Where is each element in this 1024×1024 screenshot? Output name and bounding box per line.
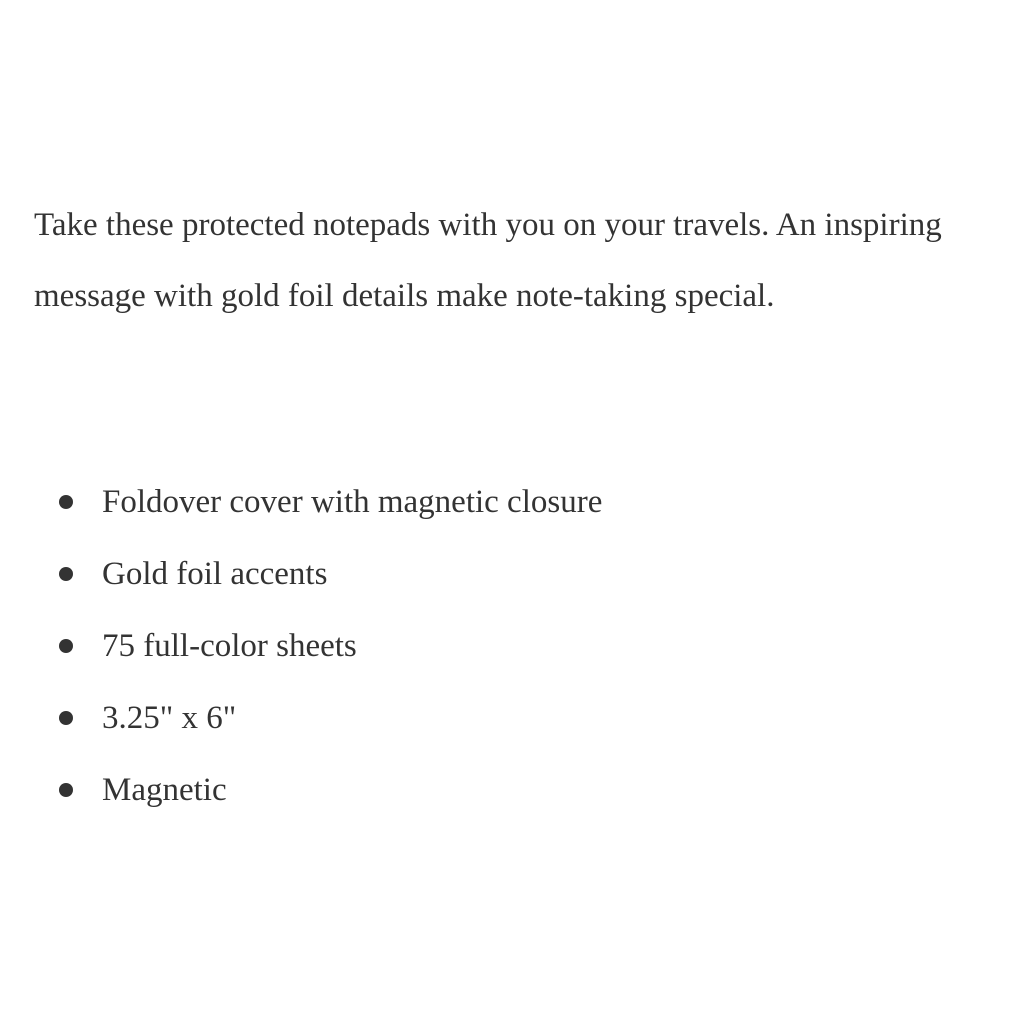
feature-text: 3.25" x 6" [102,700,237,736]
feature-list [102,466,602,826]
feature-text: 75 full-color sheets [102,628,357,664]
feature-text: Magnetic [102,772,227,808]
product-description: Take these protected notepads with you on your travels. An inspiring message with gold foil details make note-taking special. [34,207,942,314]
list-item [102,466,602,538]
bullet-icon [59,711,73,725]
bullet-icon [59,495,73,509]
bullet-icon [59,639,73,653]
bullet-icon [59,783,73,797]
list-item [102,538,602,610]
list-item [102,682,602,754]
list-item [102,610,602,682]
list-item [102,754,602,826]
feature-text: Foldover cover with magnetic closure [102,484,603,520]
bullet-icon [59,567,73,581]
feature-text: Gold foil accents [102,556,328,592]
